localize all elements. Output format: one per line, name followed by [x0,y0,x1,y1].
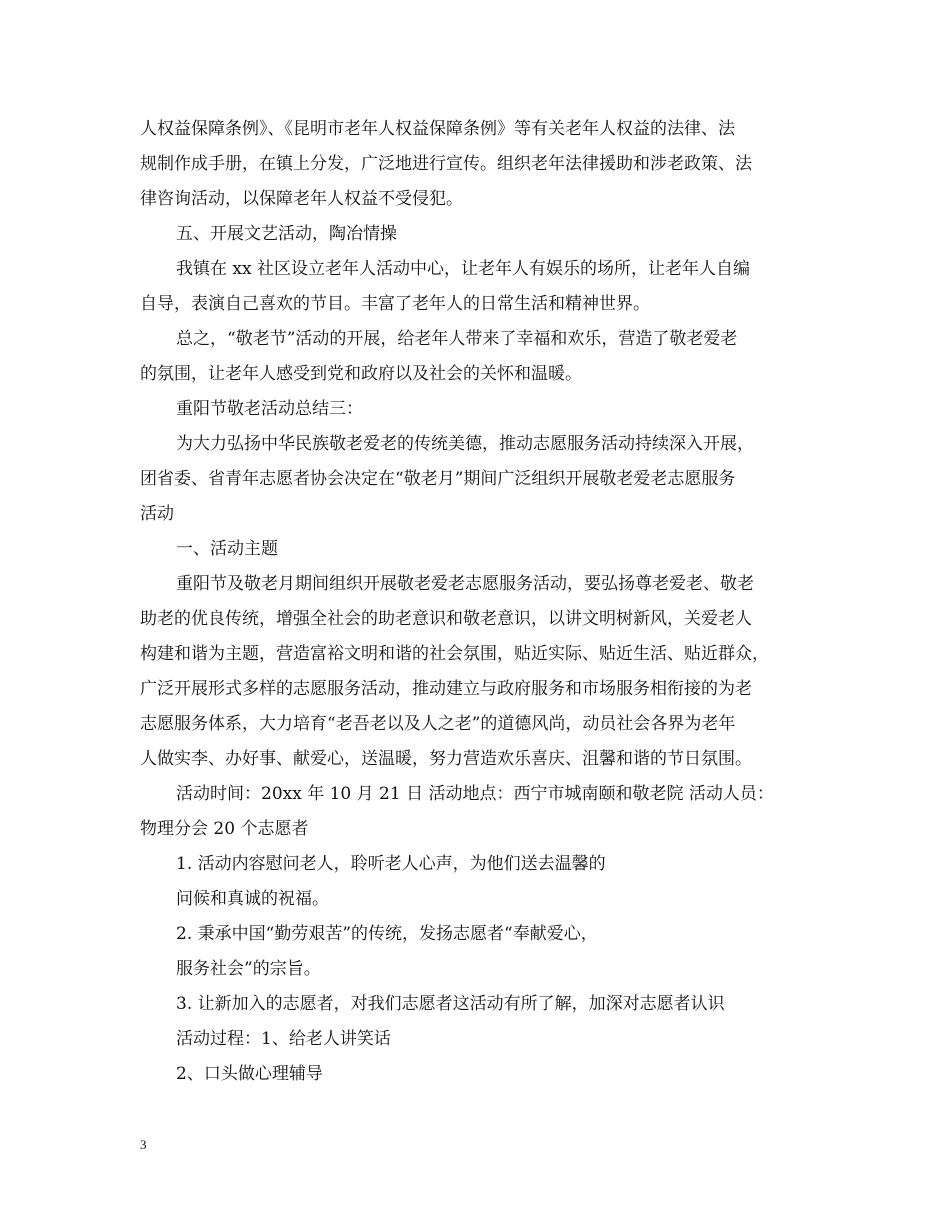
paragraph-line: 物理分会 20 个志愿者 [140,819,309,839]
paragraph-line: 我镇在 xx 社区设立老年人活动中心，让老年人有娱乐的场所，让老年人自编 [176,259,750,279]
paragraph-line: 广泛开展形式多样的志愿服务活动，推动建立与政府服务和市场服务相衔接的为老 [140,679,752,699]
list-item: 1. 活动内容慰问老人，聆听老人心声，为他们送去温馨的 [176,854,606,874]
paragraph-line: 构建和谐为主题，营造富裕文明和谐的社会氛围，贴近实际、贴近生活、贴近群众， [140,644,769,664]
list-item: 2. 秉承中国“勤劳艰苦”的传统，发扬志愿者“奉献爱心， [176,924,598,944]
paragraph-line: 为大力弘扬中华民族敬老爱老的传统美德，推动志愿服务活动持续深入开展， [176,434,754,454]
paragraph-line: 自导，表演自己喜欢的节目。丰富了老年人的日常生活和精神世界。 [140,294,650,314]
paragraph-line: 规制作成手册，在镇上分发，广泛地进行宣传。组织老年法律援助和涉老政策、法 [140,154,752,174]
list-item-continuation: 服务社会”的宗旨。 [176,959,321,979]
paragraph-line: 团省委、省青年志愿者协会决定在“敬老月”期间广泛组织开展敬老爱老志愿服务 [140,469,736,489]
paragraph-line: 2、口头做心理辅导 [176,1064,323,1084]
page-number: 3 [140,1137,147,1152]
paragraph-line: 重阳节及敬老月期间组织开展敬老爱老志愿服务活动，要弘扬尊老爱老、敬老 [176,574,754,594]
paragraph-line: 人做实李、办好事、献爱心，送温暖，努力营造欢乐喜庆、沮馨和谐的节日氛围。 [140,749,752,769]
list-item: 3. 让新加入的志愿者，对我们志愿者这活动有所了解，加深对志愿者认识 [176,994,725,1014]
section-heading: 一、活动主题 [176,539,278,559]
paragraph-line: 活动时间：20xx 年 10 月 21 日 活动地点：西宁市城南颐和敬老院 活动人员： [176,784,774,804]
paragraph-line: 总之，“敬老节”活动的开展，给老年人带来了幸福和欢乐，营造了敬老爱老 [176,329,738,349]
paragraph-line: 活动 [140,504,174,524]
section-heading: 五、开展文艺活动，陶冶情操 [176,224,397,244]
paragraph-line: 的氛围，让老年人感受到党和政府以及社会的关怀和温暖。 [140,364,582,384]
paragraph-line: 活动过程：1、给老人讲笑话 [176,1029,391,1049]
list-item-continuation: 问候和真诚的祝福。 [176,889,329,909]
paragraph-line: 人权益保障条例》、《昆明市老年人权益保障条例》等有关老年人权益的法律、法 [140,119,735,139]
paragraph-line: 律咨询活动，以保障老年人权益不受侵犯。 [140,189,463,209]
section-heading: 重阳节敬老活动总结三： [176,399,363,419]
paragraph-line: 志愿服务体系，大力培育“老吾老以及人之老”的道德风尚，动员社会各界为老年 [140,714,736,734]
paragraph-line: 助老的优良传统，增强全社会的助老意识和敬老意识，以讲文明树新风，关爱老人 [140,609,752,629]
